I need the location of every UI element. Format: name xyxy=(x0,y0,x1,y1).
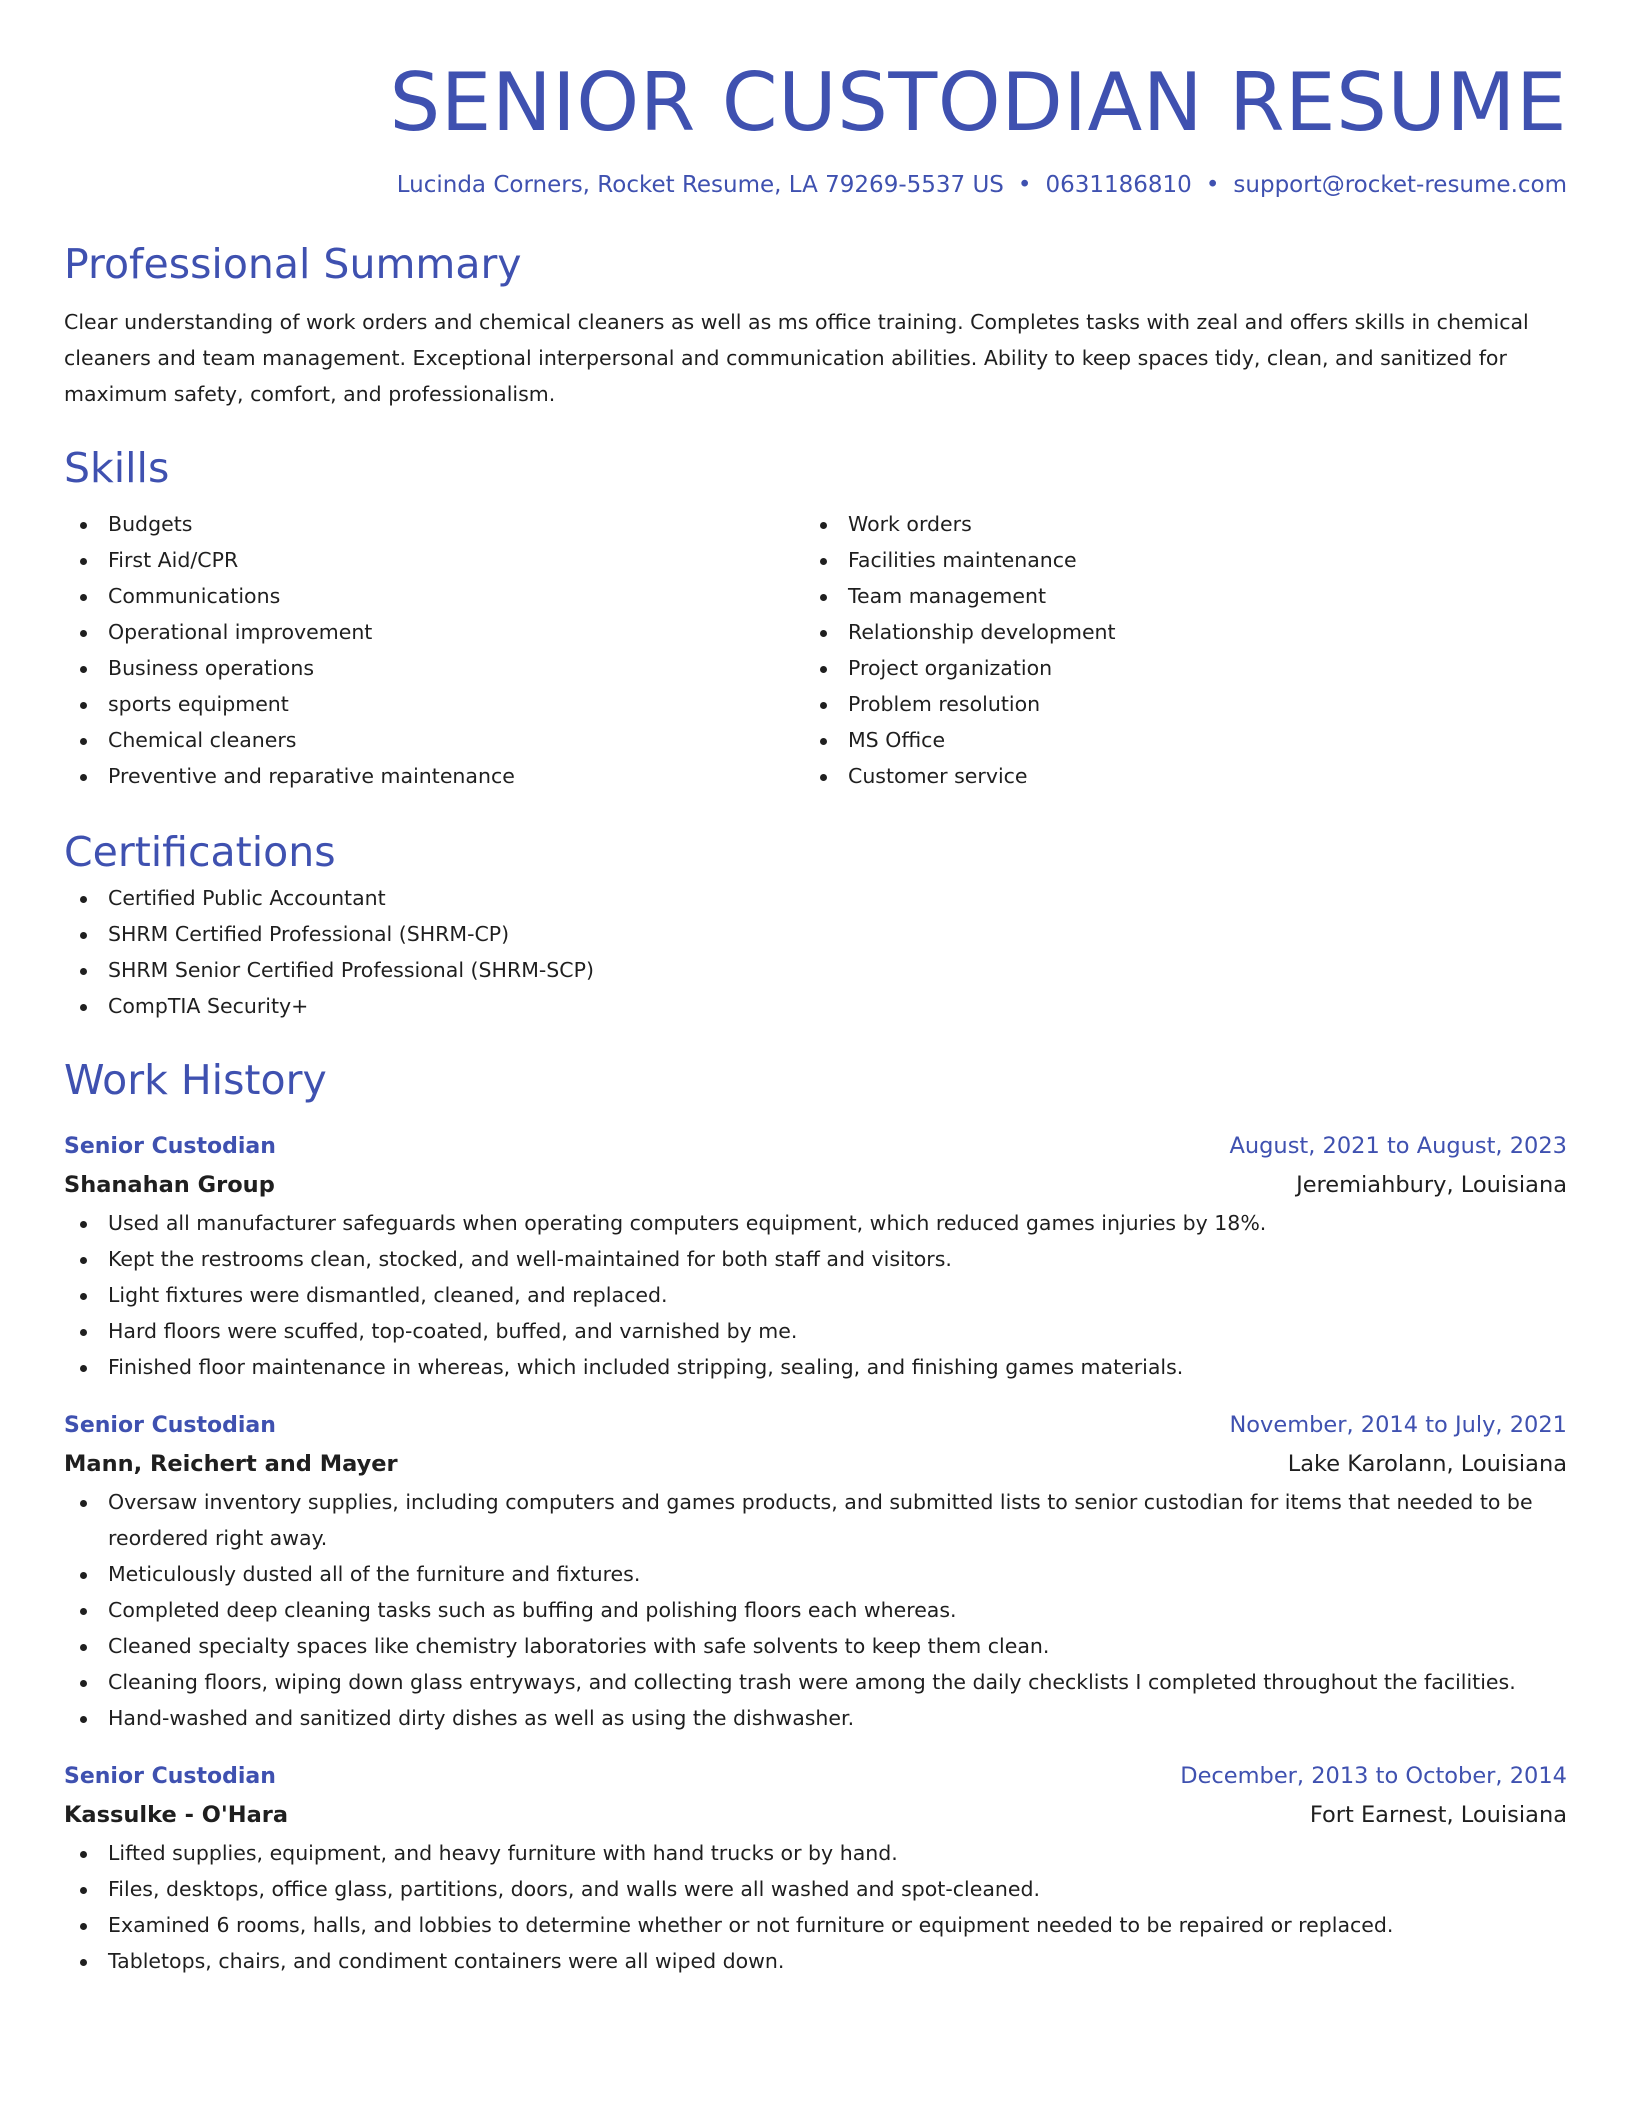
job-title: Senior Custodian xyxy=(64,1764,276,1789)
job-title-row xyxy=(64,1128,1567,1165)
resume-page xyxy=(64,0,1567,1979)
job-company-row xyxy=(64,1444,1567,1484)
skills-column-left xyxy=(64,506,804,794)
job-duty-item: Hard floors were scuffed, top-coated, buffed, and varnished by me. xyxy=(64,1313,1567,1349)
job-duty-item: Cleaning floors, wiping down glass entryways, and collecting trash were among the daily checklists I completed throughout the facilities. xyxy=(64,1664,1567,1700)
job-title-row xyxy=(64,1407,1567,1444)
contact-line xyxy=(64,168,1567,202)
contact-address: Lucinda Corners, Rocket Resume, LA 79269-5537 US xyxy=(396,172,1004,198)
skill-item: Team management xyxy=(804,578,1544,614)
skill-item: Project organization xyxy=(804,650,1544,686)
job-duties-list xyxy=(64,1205,1567,1385)
job-duty-item: Files, desktops, office glass, partitions, doors, and walls were all washed and spot-cleaned. xyxy=(64,1871,1567,1907)
certification-item: Certified Public Accountant xyxy=(64,880,1567,916)
job-company: Shanahan Group xyxy=(64,1172,275,1198)
job-location: Jeremiahbury, Louisiana xyxy=(1296,1172,1567,1198)
skill-item: Work orders xyxy=(804,506,1544,542)
contact-phone: 0631186810 xyxy=(1045,172,1192,198)
skill-item: Operational improvement xyxy=(64,614,804,650)
job-entry xyxy=(64,1758,1567,1979)
skills-columns xyxy=(64,506,1567,794)
work-history-list xyxy=(64,1128,1567,1979)
skill-item: Preventive and reparative maintenance xyxy=(64,758,804,794)
certifications-heading: Certifications xyxy=(64,828,336,876)
job-duty-item: Meticulously dusted all of the furniture and fixtures. xyxy=(64,1556,1567,1592)
job-duty-item: Kept the restrooms clean, stocked, and well-maintained for both staff and visitors. xyxy=(64,1241,1567,1277)
job-duty-item: Light fixtures were dismantled, cleaned, and replaced. xyxy=(64,1277,1567,1313)
job-duty-item: Used all manufacturer safeguards when operating computers equipment, which reduced games injuries by 18%. xyxy=(64,1205,1567,1241)
job-dates: August, 2021 to August, 2023 xyxy=(1229,1133,1567,1159)
skill-item: sports equipment xyxy=(64,686,804,722)
job-duty-item: Completed deep cleaning tasks such as buffing and polishing floors each whereas. xyxy=(64,1592,1567,1628)
skill-item: Relationship development xyxy=(804,614,1544,650)
job-entry xyxy=(64,1407,1567,1736)
job-title-row xyxy=(64,1758,1567,1795)
job-duty-item: Oversaw inventory supplies, including computers and games products, and submitted lists to senior custodian for items that needed to be reordered right away. xyxy=(64,1484,1567,1556)
job-duty-item: Lifted supplies, equipment, and heavy furniture with hand trucks or by hand. xyxy=(64,1835,1567,1871)
certification-item: CompTIA Security+ xyxy=(64,988,1567,1024)
job-duty-item: Examined 6 rooms, halls, and lobbies to determine whether or not furniture or equipment needed to be repaired or replaced. xyxy=(64,1907,1567,1943)
job-title: Senior Custodian xyxy=(64,1134,276,1159)
summary-text: Clear understanding of work orders and chemical cleaners as well as ms office training. Completes tasks with zeal and offers skills in chemical cleaners and team management. Exceptional interpersonal and communication abilities. Ability to keep spaces tidy, clean, and sanitized for maximum safety, comfort, and professionalism. xyxy=(64,310,1529,406)
contact-email[interactable]: support@rocket-resume.com xyxy=(1233,172,1567,198)
summary-heading: Professional Summary xyxy=(64,240,522,288)
certifications-list xyxy=(64,880,1567,1024)
skill-item: First Aid/CPR xyxy=(64,542,804,578)
job-dates: December, 2013 to October, 2014 xyxy=(1180,1763,1567,1789)
job-title: Senior Custodian xyxy=(64,1413,276,1438)
job-duty-item: Hand-washed and sanitized dirty dishes as well as using the dishwasher. xyxy=(64,1700,1567,1736)
job-duty-item: Tabletops, chairs, and condiment containers were all wiped down. xyxy=(64,1943,1567,1979)
skills-list-right xyxy=(804,506,1544,794)
skill-item: Problem resolution xyxy=(804,686,1544,722)
job-duties-list xyxy=(64,1835,1567,1979)
skill-item: Facilities maintenance xyxy=(804,542,1544,578)
job-company: Kassulke - O'Hara xyxy=(64,1802,289,1828)
skills-heading: Skills xyxy=(64,444,170,492)
job-company-row xyxy=(64,1165,1567,1205)
job-entry xyxy=(64,1128,1567,1385)
skill-item: Communications xyxy=(64,578,804,614)
certification-item: SHRM Senior Certified Professional (SHRM-SCP) xyxy=(64,952,1567,988)
resume-title: SENIOR CUSTODIAN RESUME xyxy=(389,56,1567,149)
skill-item: Budgets xyxy=(64,506,804,542)
job-company: Mann, Reichert and Mayer xyxy=(64,1451,398,1477)
job-dates: November, 2014 to July, 2021 xyxy=(1229,1412,1567,1438)
work-history-heading: Work History xyxy=(64,1056,327,1104)
job-duty-item: Cleaned specialty spaces like chemistry laboratories with safe solvents to keep them clean. xyxy=(64,1628,1567,1664)
job-location: Fort Earnest, Louisiana xyxy=(1309,1802,1567,1828)
contact-separator: • xyxy=(1017,172,1032,198)
job-duty-item: Finished floor maintenance in whereas, which included stripping, sealing, and finishing games materials. xyxy=(64,1349,1567,1385)
skills-column-right xyxy=(804,506,1544,794)
certification-item: SHRM Certified Professional (SHRM-CP) xyxy=(64,916,1567,952)
job-location: Lake Karolann, Louisiana xyxy=(1287,1451,1567,1477)
skill-item: MS Office xyxy=(804,722,1544,758)
skill-item: Business operations xyxy=(64,650,804,686)
job-duties-list xyxy=(64,1484,1567,1736)
contact-separator: • xyxy=(1205,172,1220,198)
skill-item: Customer service xyxy=(804,758,1544,794)
job-company-row xyxy=(64,1795,1567,1835)
skills-list-left xyxy=(64,506,804,794)
skill-item: Chemical cleaners xyxy=(64,722,804,758)
